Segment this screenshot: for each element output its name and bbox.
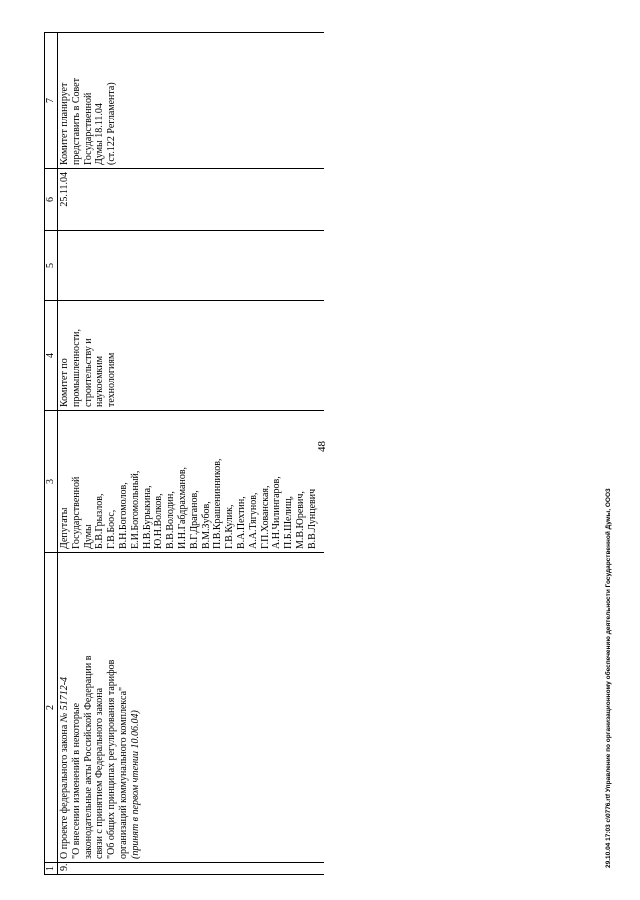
bill-note: (принят в первом чтении 10.06.04)	[129, 710, 141, 859]
bill-number: № 51712-4	[59, 676, 70, 723]
author-item: В.Н.Богомолов,	[117, 482, 129, 549]
authors-cell	[58, 411, 320, 553]
header-cell-3: 3	[45, 411, 58, 553]
header-cell-7: 7	[45, 33, 58, 169]
author-item: Ю.Н.Волков,	[153, 493, 165, 549]
bill-line: законодательные акты Российской Федерации в	[82, 655, 94, 859]
plan-cell	[58, 33, 320, 169]
committee-line: наукоемким	[94, 355, 106, 407]
author-item: Государственной	[70, 476, 82, 549]
author-item: Г.В.Боос,	[106, 509, 118, 549]
header-cell-4: 4	[45, 301, 58, 411]
table-header-row	[45, 33, 58, 875]
author-item: И.Н.Габдрахманов,	[176, 466, 188, 549]
committee-line: строительству и	[82, 338, 94, 407]
author-item: П.Б.Шелищ,	[283, 495, 295, 549]
author-item: Думы	[82, 524, 94, 549]
table-bottom-row	[320, 33, 324, 875]
page-number: 48	[316, 441, 328, 452]
author-item: Г.П.Хованская,	[259, 485, 271, 549]
date-cell: 25.11.04	[58, 169, 320, 231]
author-item: А.Н.Чилингаров,	[271, 476, 283, 549]
header-cell-2: 2	[45, 553, 58, 863]
bill-line: организаций коммунального комплекса"	[117, 686, 129, 859]
bill-line: "Об общих принципах регулирования тарифов	[106, 659, 118, 859]
bill-line: "О внесении изменений в некоторые	[70, 702, 82, 859]
plan-line: Комитет планирует	[59, 82, 70, 165]
author-item: Н.В.Бурыкина,	[141, 485, 153, 549]
header-cell-1: 1	[45, 863, 58, 875]
bill-line: связи с принятием Федерального закона	[94, 687, 106, 859]
author-item: В.А.Пехтин,	[235, 496, 247, 549]
author-item: Депутаты	[59, 507, 70, 549]
document-table	[44, 32, 324, 875]
author-item: А.А.Тягунов,	[247, 492, 259, 549]
header-cell-6: 6	[45, 169, 58, 231]
plan-line: Государственной	[82, 92, 94, 165]
plan-line: представить в Совет	[70, 78, 82, 165]
bill-intro: О проекте федерального закона	[59, 722, 70, 859]
author-item: Г.В.Кулик,	[224, 504, 236, 549]
committee-line: технологиям	[106, 352, 118, 407]
table-row	[58, 33, 320, 875]
rotated-page	[44, 33, 334, 875]
author-item: В.М.Зубов,	[200, 501, 212, 549]
author-item: В.Г.Драганов,	[188, 490, 200, 549]
plan-line: (ст.122 Регламента)	[106, 82, 118, 165]
author-item: В.В.Лунцевич	[306, 488, 318, 549]
author-item: В.В.Володин,	[165, 491, 177, 549]
row-number: 9.	[58, 863, 320, 875]
author-item: Б.В.Грызлов,	[94, 493, 106, 549]
bill-description	[58, 553, 320, 863]
footer-text: 29.10.04 17:03 c\0776.rtf Управление по организационному обеспечению деятельности Государственной Думы, ООО3	[605, 488, 612, 868]
committee-line: Комитет по	[59, 358, 70, 407]
author-item: М.В.Юревич,	[294, 491, 306, 549]
author-item: П.В.Крашенинников,	[212, 458, 224, 549]
empty-cell-5	[58, 231, 320, 301]
committee-line: промышленности,	[70, 329, 82, 407]
plan-line: Думы 18.11.04	[94, 103, 106, 165]
header-cell-5: 5	[45, 231, 58, 301]
author-item: Е.И.Богомольный,	[129, 470, 141, 549]
committee-cell	[58, 301, 320, 411]
